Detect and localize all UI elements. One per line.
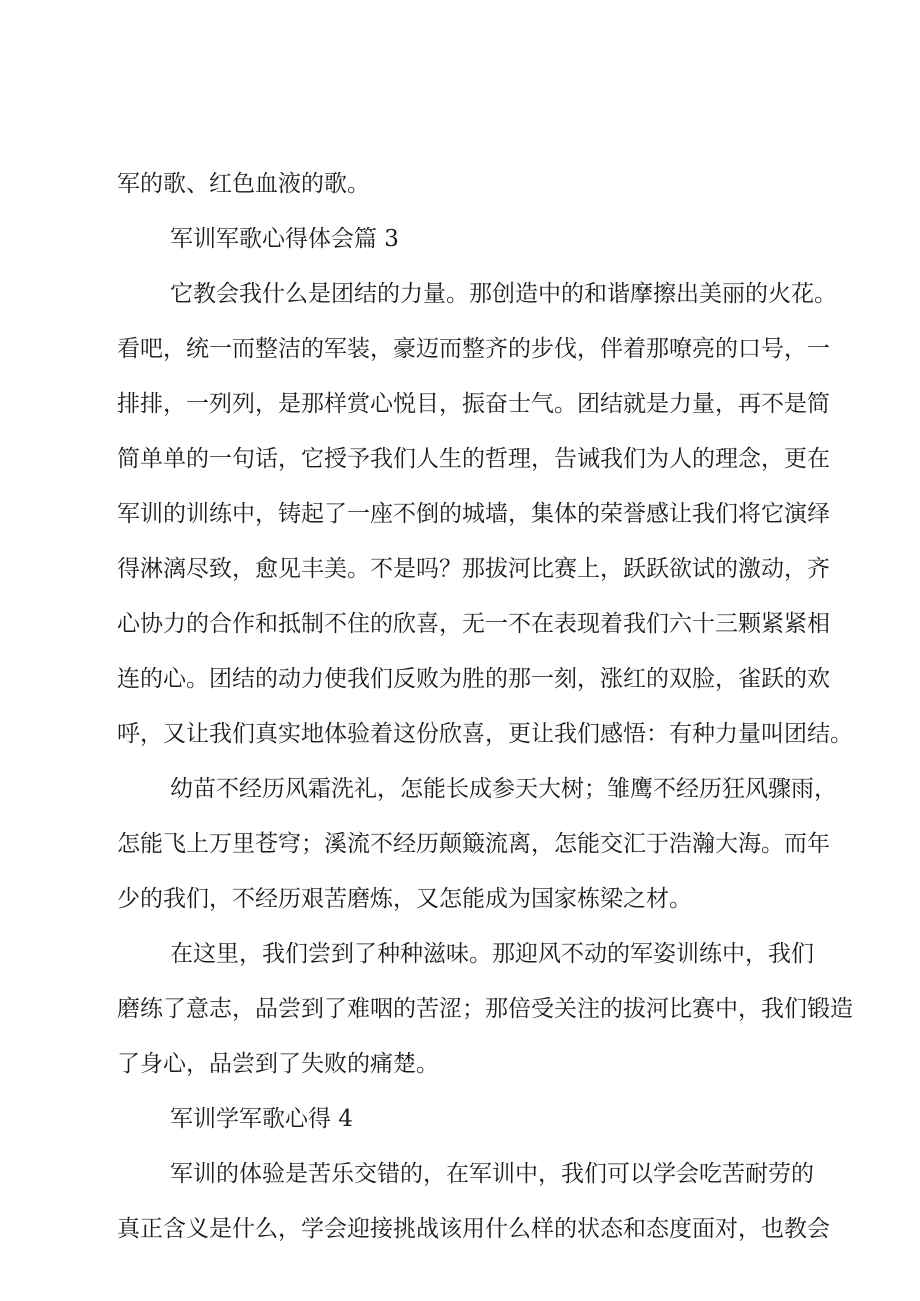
paragraph-line: 真正含义是什么，学会迎接挑战该用什么样的状态和态度面对，也教会 [117,1216,830,1242]
section-heading-4: 军训学军歌心得 4 [170,1106,353,1132]
paragraph-line: 了身心，品尝到了失败的痛楚。 [117,1051,439,1077]
paragraph-line: 少的我们，不经历艰苦磨炼，又怎能成为国家栋梁之材。 [117,886,692,912]
paragraph-line: 磨练了意志，品尝到了难咽的苦涩；那倍受关注的拔河比赛中，我们锻造 [117,996,853,1022]
paragraph-line: 心协力的合作和抵制不住的欣喜，无一不在表现着我们六十三颗紧紧相 [117,611,830,637]
paragraph-line: 看吧，统一而整洁的军装，豪迈而整齐的步伐，伴着那嘹亮的口号，一 [117,336,830,362]
paragraph-line: 在这里，我们尝到了种种滋味。那迎风不动的军姿训练中，我们 [170,941,814,967]
paragraph-line: 连的心。团结的动力使我们反败为胜的那一刻，涨红的双脸，雀跃的欢 [117,666,830,692]
text-line-continuation: 军的歌、红色血液的歌。 [117,171,370,197]
paragraph-line: 军训的训练中，铸起了一座不倒的城墙，集体的荣誉感让我们将它演绎 [117,501,830,527]
paragraph-line: 怎能飞上万里苍穹；溪流不经历颠簸流离，怎能交汇于浩瀚大海。而年 [117,831,830,857]
paragraph-line: 幼苗不经历风霜洗礼，怎能长成参天大树；雏鹰不经历狂风骤雨， [170,776,837,802]
section-heading-3: 军训军歌心得体会篇 3 [170,226,399,252]
paragraph-line: 军训的体验是苦乐交错的，在军训中，我们可以学会吃苦耐劳的 [170,1161,814,1187]
paragraph-line: 排排，一列列，是那样赏心悦目，振奋士气。团结就是力量，再不是简 [117,391,830,417]
paragraph-line: 呼，又让我们真实地体验着这份欣喜，更让我们感悟：有种力量叫团结。 [117,721,853,747]
paragraph-line: 它教会我什么是团结的力量。那创造中的和谐摩擦出美丽的火花。 [170,281,837,307]
paragraph-line: 得淋漓尽致，愈见丰美。不是吗？那拔河比赛上，跃跃欲试的激动，齐 [117,556,830,582]
paragraph-line: 简单单的一句话，它授予我们人生的哲理，告诫我们为人的理念，更在 [117,446,830,472]
